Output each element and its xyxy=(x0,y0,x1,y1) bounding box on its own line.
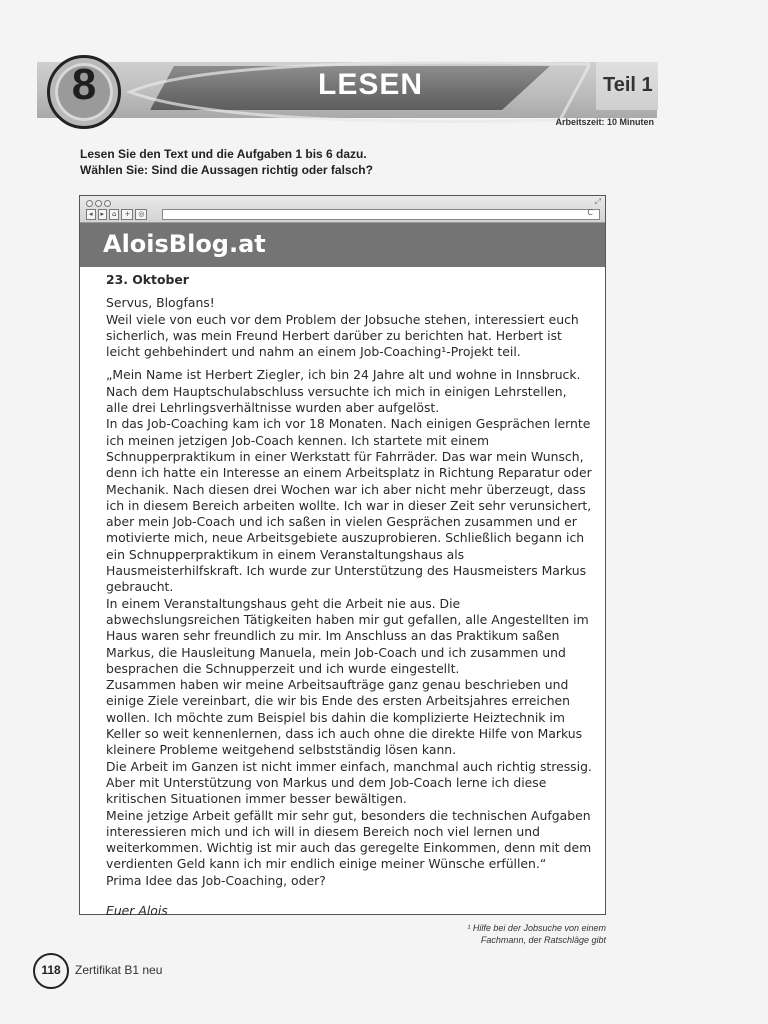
footnote-line-1: ¹ Hilfe bei der Jobsuche von einem xyxy=(467,923,606,933)
nav-buttons xyxy=(86,209,158,218)
reload-icon[interactable]: C xyxy=(587,208,593,217)
window-close-icon[interactable] xyxy=(86,200,93,207)
footnote xyxy=(346,922,606,946)
instructions xyxy=(80,146,373,178)
home-icon[interactable]: ⌂ xyxy=(109,209,119,220)
instruction-line-1: Lesen Sie den Text und die Aufgaben 1 bis 6 dazu. xyxy=(80,147,367,161)
post-intro: Servus, Blogfans! Weil viele von euch vor dem Problem der Jobsuche stehen, interessiert euch sicherlich, was mein Freund Herbert darüber zu berichten hat. Herbert ist leicht gehbehindert und nahm an einem Job-Coaching¹-Projekt teil. xyxy=(106,295,579,360)
section-title: LESEN xyxy=(318,68,424,101)
address-bar[interactable] xyxy=(162,209,600,220)
page-number: 118 xyxy=(41,963,61,977)
browser-toolbar xyxy=(80,196,605,223)
browser-window xyxy=(79,195,606,918)
book-title: Zertifikat B1 neu xyxy=(75,963,163,977)
back-icon[interactable]: ◂ xyxy=(86,209,96,220)
chapter-number: 8 xyxy=(71,60,97,109)
forward-icon[interactable]: ▸ xyxy=(98,209,108,220)
window-zoom-icon[interactable] xyxy=(104,200,111,207)
instruction-line-2: Wählen Sie: Sind die Aussagen richtig oder falsch? xyxy=(80,163,373,177)
part-label: Teil 1 xyxy=(603,74,653,96)
working-time: Arbeitszeit: 10 Minuten xyxy=(555,117,654,127)
add-tab-icon[interactable]: + xyxy=(121,209,133,220)
footnote-line-2: Fachmann, der Ratschläge gibt xyxy=(480,935,606,945)
resize-icon[interactable]: ⤢ xyxy=(594,197,601,206)
blog-title: AloisBlog.at xyxy=(103,230,266,258)
post-signoff: Euer Alois xyxy=(106,902,168,918)
blog-post xyxy=(106,272,592,919)
post-date: 23. Oktober xyxy=(106,272,189,287)
window-minimize-icon[interactable] xyxy=(95,200,102,207)
site-icon[interactable]: ◎ xyxy=(135,209,147,220)
blog-header xyxy=(80,223,605,267)
post-story: „Mein Name ist Herbert Ziegler, ich bin 24 Jahre alt und wohne in Innsbruck. Nach dem Hauptschulabschluss versuchte ich mich in einigen Lehrstellen, alle drei Lehrlingsverhältnisse wurden aber aufgelöst. In das Job-Coaching kam ich vor 18 Monaten. Nach einigen Gesprächen lernte ich meinen jetzigen Job-Coach kennen. Ich startete mit einem Schnupperpraktikum in einer Werkstatt für Fahrräder. Das war mein Wunsch, denn ich hatte ein Interesse an einem Arbeitsplatz in Richtung Reparatur oder Mechanik. Nach diesen drei Wochen war ich aber nicht mehr überzeugt, dass ich in diesem Bereich arbeiten wollte. Ich war in dieser Zeit sehr verunsichert, aber mein Job-Coach und ich saßen in vielen Gesprächen zusammen und er motivierte mich, neue Arbeitsgebiete auszuprobieren. Schließlich begann ich ein Schnupperpraktikum in einem Veranstaltungshaus als Hausmeisterhilfskraft. Ich wurde zur Unterstützung des Hausmeisters Markus gebraucht. In einem Veranstaltungshaus geht die Arbeit nie aus. Die abwechslungsreichen Tätigkeiten haben mir gut gefallen, alle Angestellten im Haus waren sehr freundlich zu mir. Im Anschluss an das Praktikum saßen Markus, die Hausleitung Manuela, mein Job-Coach und ich zusammen und besprachen die Schnupperzeit und ich wurde eingestellt. Zusammen haben wir meine Arbeitsaufträge ganz genau beschrieben und einige Ziele vereinbart, die wir bis Ende des ersten Arbeitsjahres erreichen wollen. Ich möchte zum Beispiel bis dahin die komplizierte Heiztechnik im Keller so weit kennenlernen, dass ich auch ohne die direkte Hilfe von Markus kleinere Probleme weitgehend selbstständig lösen kann. Die Arbeit im Ganzen ist nicht immer einfach, manchmal auch richtig stressig. Aber mit Unterstützung von Markus und dem Job-Coach lerne ich diese kritischen Situationen immer besser bewältigen. Meine jetzige Arbeit gefällt mir sehr gut, besonders die technischen Aufgaben interessieren mich und ich will in diesem Bereich noch viel lernen und weiterkommen. Wichtig ist mir auch das geregelte Einkommen, denn mit dem verdienten Geld kann ich mir endlich einige meiner Wünsche erfüllen.“ Prima Idee das Job-Coaching, oder? xyxy=(106,367,592,888)
